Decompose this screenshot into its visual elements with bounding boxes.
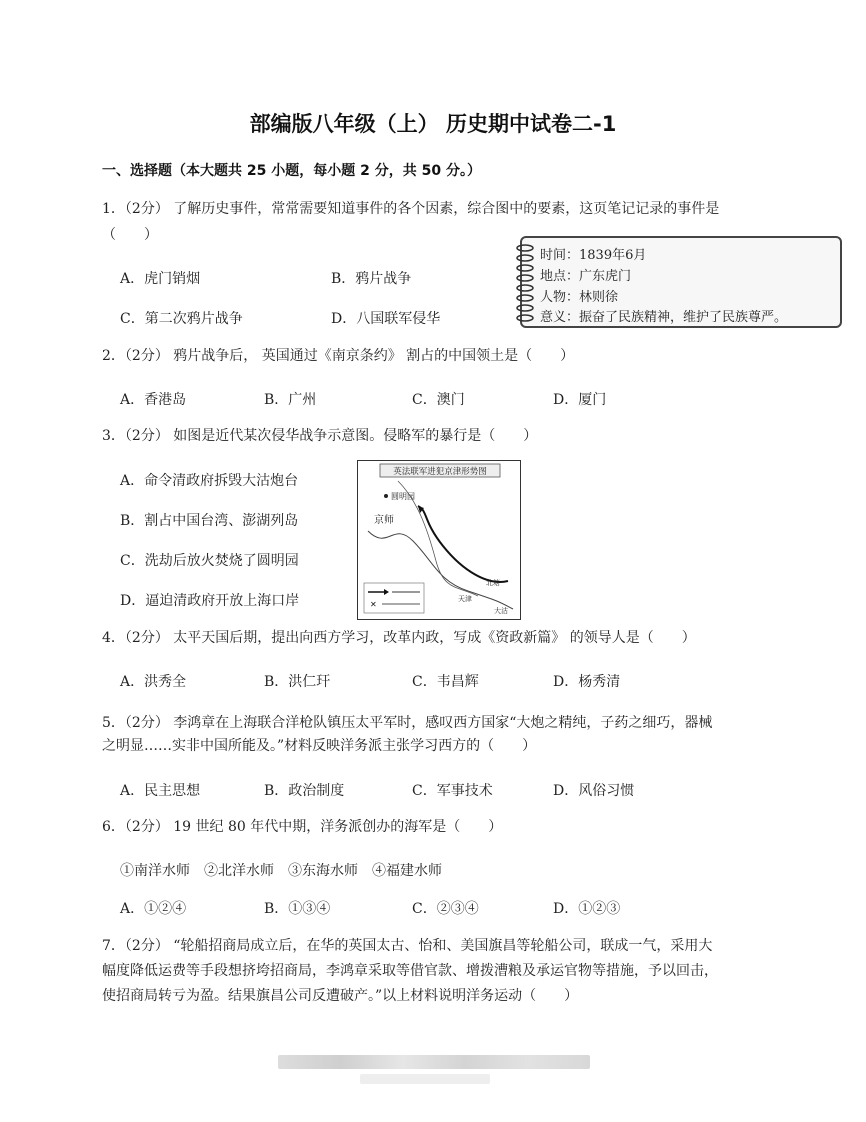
q1-option-d: D．八国联军侵华 (331, 311, 441, 327)
q7-line3: 使招商局转亏为盈。结果旗昌公司反遭破产。”以上材料说明洋务运动（ ） (102, 988, 579, 1004)
map-legend-battle-icon: ✕ (370, 600, 377, 609)
q3-option-c: C．洗劫后放火焚烧了圆明园 (120, 553, 299, 569)
q5-option-c: C．军事技术 (412, 783, 493, 799)
map-label-tianjin: 天津 (458, 595, 472, 603)
q2-option-d: D．厦门 (553, 392, 607, 408)
q4-stem: 4．（2分） 太平天国后期，提出向西方学习，改革内政，写成《资政新篇》 的领导人是（ ） (102, 630, 696, 646)
note-card (520, 236, 842, 328)
q1-option-a: A．虎门销烟 (120, 271, 201, 287)
q3-option-d: D．逼迫清政府开放上海口岸 (120, 593, 300, 609)
map-label-yuanmingyuan: 圆明园 (391, 492, 415, 501)
q5-line1: 5．（2分） 李鸿章在上海联合洋枪队镇压太平军时，感叹西方国家“大炮之精纯，子药之细巧，器械 (102, 715, 713, 731)
q2-option-c: C．澳门 (412, 392, 465, 408)
note-meaning: 意义：振奋了民族精神，维护了民族尊严。 (540, 310, 788, 325)
map-label-beitang: 北塘 (486, 579, 500, 587)
q4-option-b: B．洪仁玕 (264, 674, 331, 690)
q5-option-b: B．政治制度 (264, 783, 345, 799)
q1-option-b: B．鸦片战争 (331, 271, 412, 287)
note-person: 人物：林则徐 (540, 290, 619, 305)
blurred-footer-watermark-2 (360, 1074, 490, 1084)
q7-line2: 幅度降低运费等手段想挤垮招商局，李鸿章采取等借官款、增拨漕粮及承运官物等措施，予以回击， (102, 963, 718, 979)
map-title: 英法联军进犯京津形势图 (393, 467, 487, 477)
q5-option-a: A．民主思想 (120, 783, 201, 799)
note-time: 时间：1839年6月 (540, 248, 647, 263)
q2-option-b: B．广州 (264, 392, 317, 408)
q3-option-b: B．割占中国台湾、澎湖列岛 (120, 513, 299, 529)
q2-stem: 2．（2分） 鸦片战争后， 英国通过《南京条约》 割占的中国领土是（ ） (102, 348, 575, 364)
note-place: 地点：广东虎门 (540, 269, 632, 284)
war-map (357, 460, 521, 620)
q6-option-a: A．①②④ (120, 901, 187, 917)
q6-option-d: D．①②③ (553, 901, 621, 917)
section-heading: 一、选择题（本大题共 25 小题，每小题 2 分，共 50 分。） (102, 163, 481, 179)
q4-option-c: C．韦昌辉 (412, 674, 479, 690)
q6-option-b: B．①③④ (264, 901, 331, 917)
blurred-footer-watermark (278, 1055, 590, 1069)
q2-option-a: A．香港岛 (120, 392, 187, 408)
q5-option-d: D．风俗习惯 (553, 783, 635, 799)
q3-option-a: A．命令清政府拆毁大沽炮台 (120, 473, 299, 489)
q4-option-d: D．杨秀清 (553, 674, 621, 690)
q6-stem: 6．（2分） 19 世纪 80 年代中期，洋务派创办的海军是（ ） (102, 819, 503, 835)
q1-stem: 1．（2分） 了解历史事件，常常需要知道事件的各个因素，综合图中的要素，这页笔记记录的事件是 (102, 201, 720, 217)
q1-option-c: C．第二次鸦片战争 (120, 311, 243, 327)
war-map-drawing (358, 461, 520, 619)
q5-line2: 之明显……实非中国所能及。”材料反映洋务派主张学习西方的（ ） (102, 738, 537, 754)
map-label-jingshi: 京师 (374, 515, 394, 526)
page-title: 部编版八年级（上） 历史期中试卷二-1 (249, 112, 617, 136)
map-label-dagu: 大沽 (494, 607, 508, 615)
spiral-binding-icon (514, 242, 536, 322)
q1-paren: （ ） (102, 227, 158, 243)
q3-stem: 3．（2分） 如图是近代某次侵华战争示意图。侵略军的暴行是（ ） (102, 428, 538, 444)
q6-option-c: C．②③④ (412, 901, 479, 917)
q7-line1: 7．（2分） “轮船招商局成立后，在华的英国太古、怡和、美国旗昌等轮船公司，联成一气，采用大 (102, 938, 713, 954)
q4-option-a: A．洪秀全 (120, 674, 187, 690)
q6-items: ①南洋水师 ②北洋水师 ③东海水师 ④福建水师 (120, 863, 442, 879)
